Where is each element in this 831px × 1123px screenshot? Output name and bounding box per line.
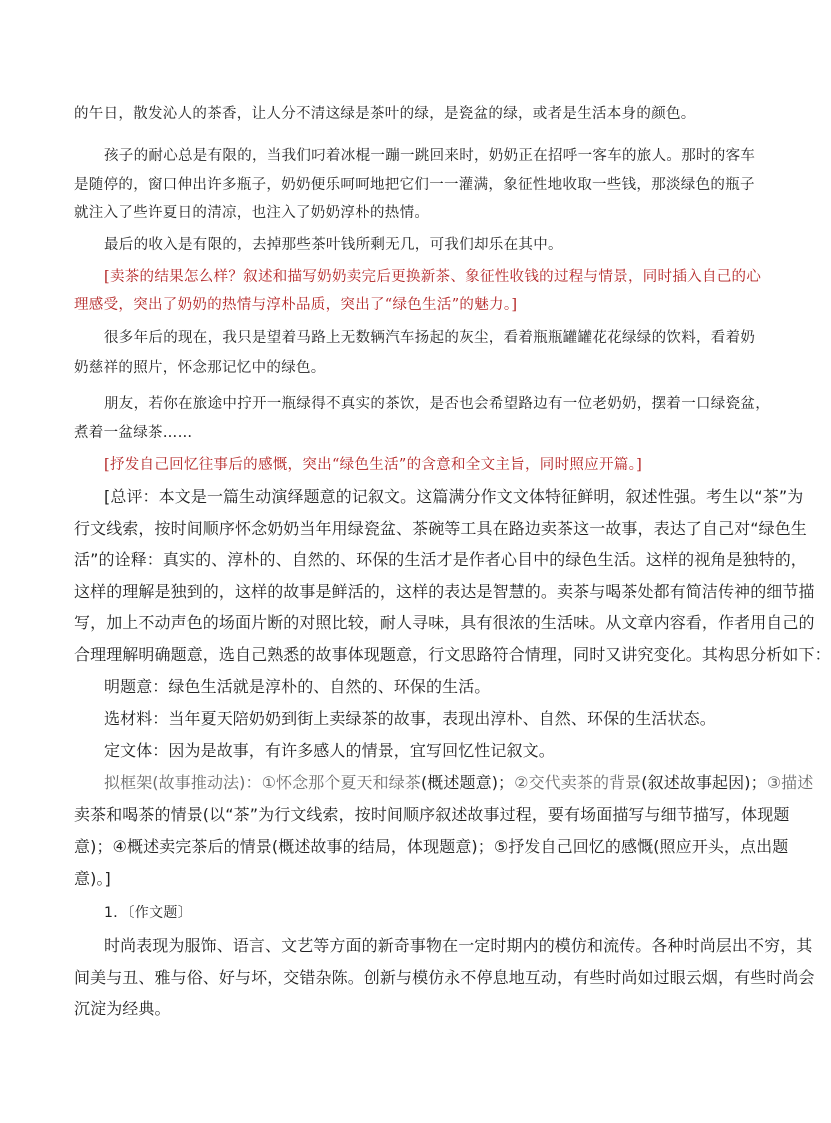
essay-paragraph-5-line-2: 煮着一盆绿茶…… xyxy=(74,425,193,441)
task-line-2: 间美与丑、雅与俗、好与坏，交错杂陈。创新与模仿永不停息地互动，有些时尚如过眼云烟，有些时尚会 xyxy=(74,968,815,987)
comment-framework-line-4: 意)。] xyxy=(74,869,111,888)
essay-paragraph-3-line-1: 最后的收入是有限的，去掉那些茶叶钱所剩无几，可我们却乐在其中。 xyxy=(104,237,563,253)
annotation-2-line-1: [抒发自己回忆往事后的感慨，突出“绿色生活”的含意和全文主旨，同时照应开篇。] xyxy=(104,457,643,473)
essay-paragraph-2-line-2: 是随停的，窗口伸出许多瓶子，奶奶便乐呵呵地把它们一一灌满，象征性地收取一些钱，那淡绿色的瓶子 xyxy=(74,177,755,193)
comment-line-4: 这样的理解是独到的，这样的故事是鲜活的，这样的表达是智慧的。卖茶与喝茶处都有简洁传神的细节描 xyxy=(74,582,815,601)
framework-intro: 拟框架(故事推动法)： xyxy=(104,773,262,792)
task-heading: 1．〔作文题〕 xyxy=(104,905,193,921)
comment-line-5: 写，加上不动声色的场面片断的对照比较，耐人寻味，具有很浓的生活味。从文章内容看，作者用自己的 xyxy=(74,613,815,632)
framework-step-2-note: (叙述故事起因)； xyxy=(641,773,767,792)
annotation-1-line-1: [卖茶的结果怎么样？叙述和描写奶奶卖完后更换新茶、象征性收钱的过程与情景，同时插入自己的心 xyxy=(104,269,762,285)
essay-paragraph-2-line-3: 就注入了些许夏日的清凉，也注入了奶奶淳朴的热情。 xyxy=(74,205,430,221)
comment-select-material: 选材料：当年夏天陪奶奶到街上卖绿茶的故事，表现出淳朴、自然、环保的生活状态。 xyxy=(104,709,716,728)
framework-step-1: ①怀念那个夏天和绿茶 xyxy=(261,773,421,792)
essay-paragraph-4-line-2: 奶慈祥的照片，怀念那记忆中的绿色。 xyxy=(74,360,326,376)
framework-step-3-start: ③描述 xyxy=(766,773,814,792)
comment-framework-line-1 xyxy=(74,770,814,793)
essay-paragraph-2-line-1: 孩子的耐心总是有限的，当我们叼着冰棍一蹦一跳回来时，奶奶正在招呼一客车的旅人。那时的客车 xyxy=(104,148,756,164)
task-line-1: 时尚表现为服饰、语言、文艺等方面的新奇事物在一定时期内的模仿和流传。各种时尚层出不穷，其 xyxy=(104,936,813,955)
comment-line-2: 行文线索，按时间顺序怀念奶奶当年用绿瓷盆、茶碗等工具在路边卖茶这一故事，表达了自己对“绿色生 xyxy=(74,519,807,538)
comment-framework-line-2: 卖茶和喝茶的情景(以“茶”为行文线索，按时间顺序叙述故事过程，要有场面描写与细节描写，体现题 xyxy=(74,805,790,824)
comment-line-1: [总评：本文是一篇生动演绎题意的记叙文。这篇满分作文文体特征鲜明，叙述性强。考生以“茶”为 xyxy=(104,487,804,506)
annotation-1-line-2: 理感受，突出了奶奶的热情与淳朴品质，突出了“绿色生活”的魅力。] xyxy=(74,297,518,313)
comment-clarify-theme: 明题意：绿色生活就是淳朴的、自然的、环保的生活。 xyxy=(104,677,491,696)
comment-fix-genre: 定文体：因为是故事，有许多感人的情景，宜写回忆性记叙文。 xyxy=(104,741,555,760)
essay-paragraph-5-line-1: 朋友，若你在旅途中拧开一瓶绿得不真实的茶饮，是否也会希望路边有一位老奶奶，摆着一口绿瓷盆， xyxy=(104,396,770,412)
comment-line-6: 合理理解明确题意，选自己熟悉的故事体现题意，行文思路符合情理，同时又讲究变化。其构思分析如下： xyxy=(74,645,831,664)
framework-step-1-note: (概述题意)； xyxy=(420,773,515,792)
task-line-3: 沉淀为经典。 xyxy=(74,999,171,1018)
essay-paragraph-1-line-1: 的午日，散发沁人的茶香，让人分不清这绿是茶叶的绿，是瓷盆的绿，或者是生活本身的颜色。 xyxy=(74,106,696,122)
comment-framework-line-3: 意)；④概述卖完茶后的情景(概述故事的结局，体现题意)；⑤抒发自己回忆的感慨(照应开头，点出题 xyxy=(74,837,789,856)
comment-line-3: 活”的诠释：真实的、淳朴的、自然的、环保的生活才是作者心目中的绿色生活。这样的视角是独特的， xyxy=(74,550,807,569)
framework-step-2: ②交代卖茶的背景 xyxy=(514,773,642,792)
essay-paragraph-4-line-1: 很多年后的现在，我只是望着马路上无数辆汽车扬起的灰尘，看着瓶瓶罐罐花花绿绿的饮料，看着奶 xyxy=(104,330,756,346)
